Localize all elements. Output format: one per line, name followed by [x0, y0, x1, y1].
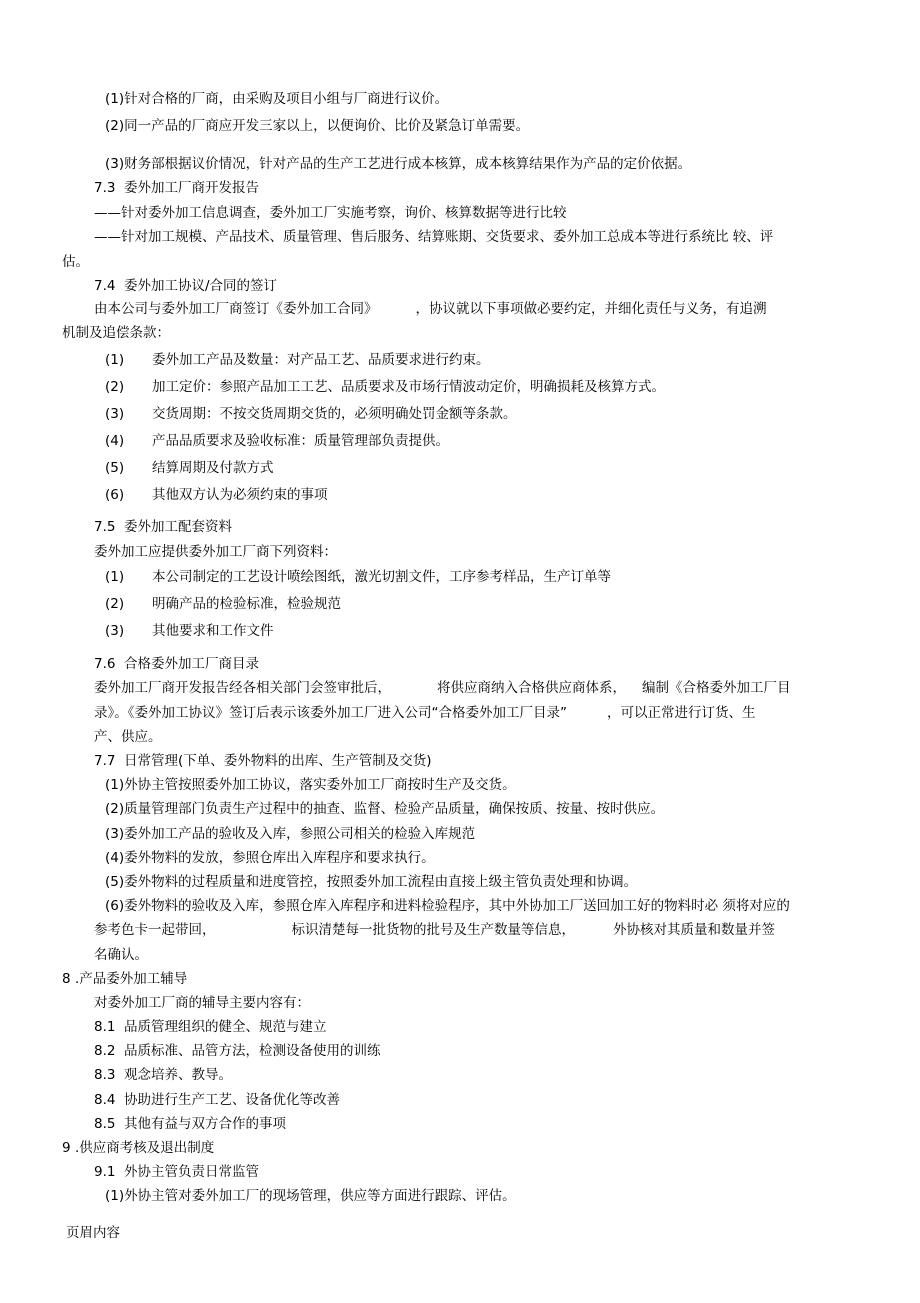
- list-item: (5)委外物料的过程质量和进度管控，按照委外加工流程由直接上级主管负责处理和协调。: [105, 874, 638, 890]
- list-item: 8.3 观念培养、教导。: [94, 1067, 232, 1083]
- page-header-placeholder: 页眉内容: [66, 1225, 120, 1241]
- paragraph: 录》。《委外加工协议》签订后表示该委外加工厂进入公司“合格委外加工厂目录” ，可以正常进行订货、生: [94, 705, 756, 721]
- list-item: (2) 明确产品的检验标准，检验规范: [105, 596, 341, 612]
- list-item: (6) 其他双方认为必须约束的事项: [105, 487, 328, 503]
- section-heading-7-6: 7.6 合格委外加工厂商目录: [94, 656, 259, 672]
- section-heading-8: 8 .产品委外加工辅导: [62, 971, 188, 987]
- list-item: (1)外协主管按照委外加工协议，落实委外加工厂商按时生产及交货。: [105, 777, 516, 793]
- list-item: (4) 产品品质要求及验收标准：质量管理部负责提供。: [105, 433, 449, 449]
- paragraph-cost-accounting: (3)财务部根据议价情况，针对产品的生产工艺进行成本核算，成本核算结果作为产品的定价依据。: [105, 156, 692, 172]
- list-item: (1) 本公司制定的工艺设计喷绘图纸，激光切割文件，工序参考样品，生产订单等: [105, 569, 611, 585]
- paragraph: 委外加工厂商开发报告经各相关部门会签审批后， 将供应商纳入合格供应商体系， 编制《合格委外加工厂目: [94, 680, 791, 696]
- paragraph: 机制及追偿条款：: [62, 325, 170, 341]
- paragraph: 对委外加工厂商的辅导主要内容有：: [94, 995, 310, 1011]
- list-item: (6)委外物料的验收及入库，参照仓库入库程序和进料检验程序，其中外协加工厂送回加工好的物料时必 须将对应的: [105, 898, 790, 914]
- list-item: (1)外协主管对委外加工厂的现场管理，供应等方面进行跟踪、评估。: [105, 1188, 516, 1204]
- paragraph: ——针对加工规模、产品技术、质量管理、售后服务、结算账期、交货要求、委外加工总成本等进行系统比 较、评: [94, 229, 774, 245]
- list-item: (5) 结算周期及付款方式: [105, 460, 274, 476]
- list-item: (2)质量管理部门负责生产过程中的抽查、监督、检验产品质量，确保按质、按量、按时供应。: [105, 801, 665, 817]
- list-item: (2) 加工定价：参照产品加工工艺、品质要求及市场行情波动定价，明确损耗及核算方式。: [105, 379, 665, 395]
- section-heading-7-5: 7.5 委外加工配套资料: [94, 519, 232, 535]
- paragraph: 参考色卡一起带回， 标识清楚每一批货物的批号及生产数量等信息， 外协核对其质量和数量并签: [94, 922, 775, 938]
- section-heading-7-7: 7.7 日常管理(下单、委外物料的出库、生产管制及交货): [94, 753, 432, 769]
- paragraph-negotiation: (1)针对合格的厂商，由采购及项目小组与厂商进行议价。: [105, 91, 449, 107]
- list-item: 8.5 其他有益与双方合作的事项: [94, 1116, 286, 1132]
- list-item: (3) 其他要求和工作文件: [105, 623, 274, 639]
- list-item: (3) 交货周期：不按交货周期交货的，必须明确处罚金额等条款。: [105, 406, 517, 422]
- section-heading-9-1: 9.1 外协主管负责日常监管: [94, 1164, 259, 1180]
- section-heading-7-4: 7.4 委外加工协议/合同的签订: [94, 278, 278, 294]
- list-item: (4)委外物料的发放，参照仓库出入库程序和要求执行。: [105, 850, 435, 866]
- paragraph: 产、供应。: [94, 729, 162, 745]
- section-heading-7-3: 7.3 委外加工厂商开发报告: [94, 180, 259, 196]
- paragraph: 由本公司与委外加工厂商签订《委外加工合同》 ，协议就以下事项做必要约定，并细化责任与义务，有追溯: [94, 301, 767, 317]
- list-item: (1) 委外加工产品及数量：对产品工艺、品质要求进行约束。: [105, 352, 490, 368]
- list-item: 8.1 品质管理组织的健全、规范与建立: [94, 1019, 327, 1035]
- section-heading-9: 9 .供应商考核及退出制度: [62, 1140, 215, 1156]
- paragraph: ——针对委外加工信息调查，委外加工厂实施考察，询价、核算数据等进行比较: [94, 205, 567, 221]
- list-item: 8.2 品质标准、品管方法，检测设备使用的训练: [94, 1043, 381, 1059]
- list-item: 8.4 协助进行生产工艺、设备优化等改善: [94, 1092, 340, 1108]
- paragraph: 名确认。: [94, 947, 148, 963]
- paragraph: 估。: [62, 254, 89, 270]
- list-item: (3)委外加工产品的验收及入库，参照公司相关的检验入库规范: [105, 826, 476, 842]
- paragraph: 委外加工应提供委外加工厂商下列资料：: [94, 544, 337, 560]
- paragraph-three-vendors: (2)同一产品的厂商应开发三家以上，以便询价、比价及紧急订单需要。: [105, 118, 530, 134]
